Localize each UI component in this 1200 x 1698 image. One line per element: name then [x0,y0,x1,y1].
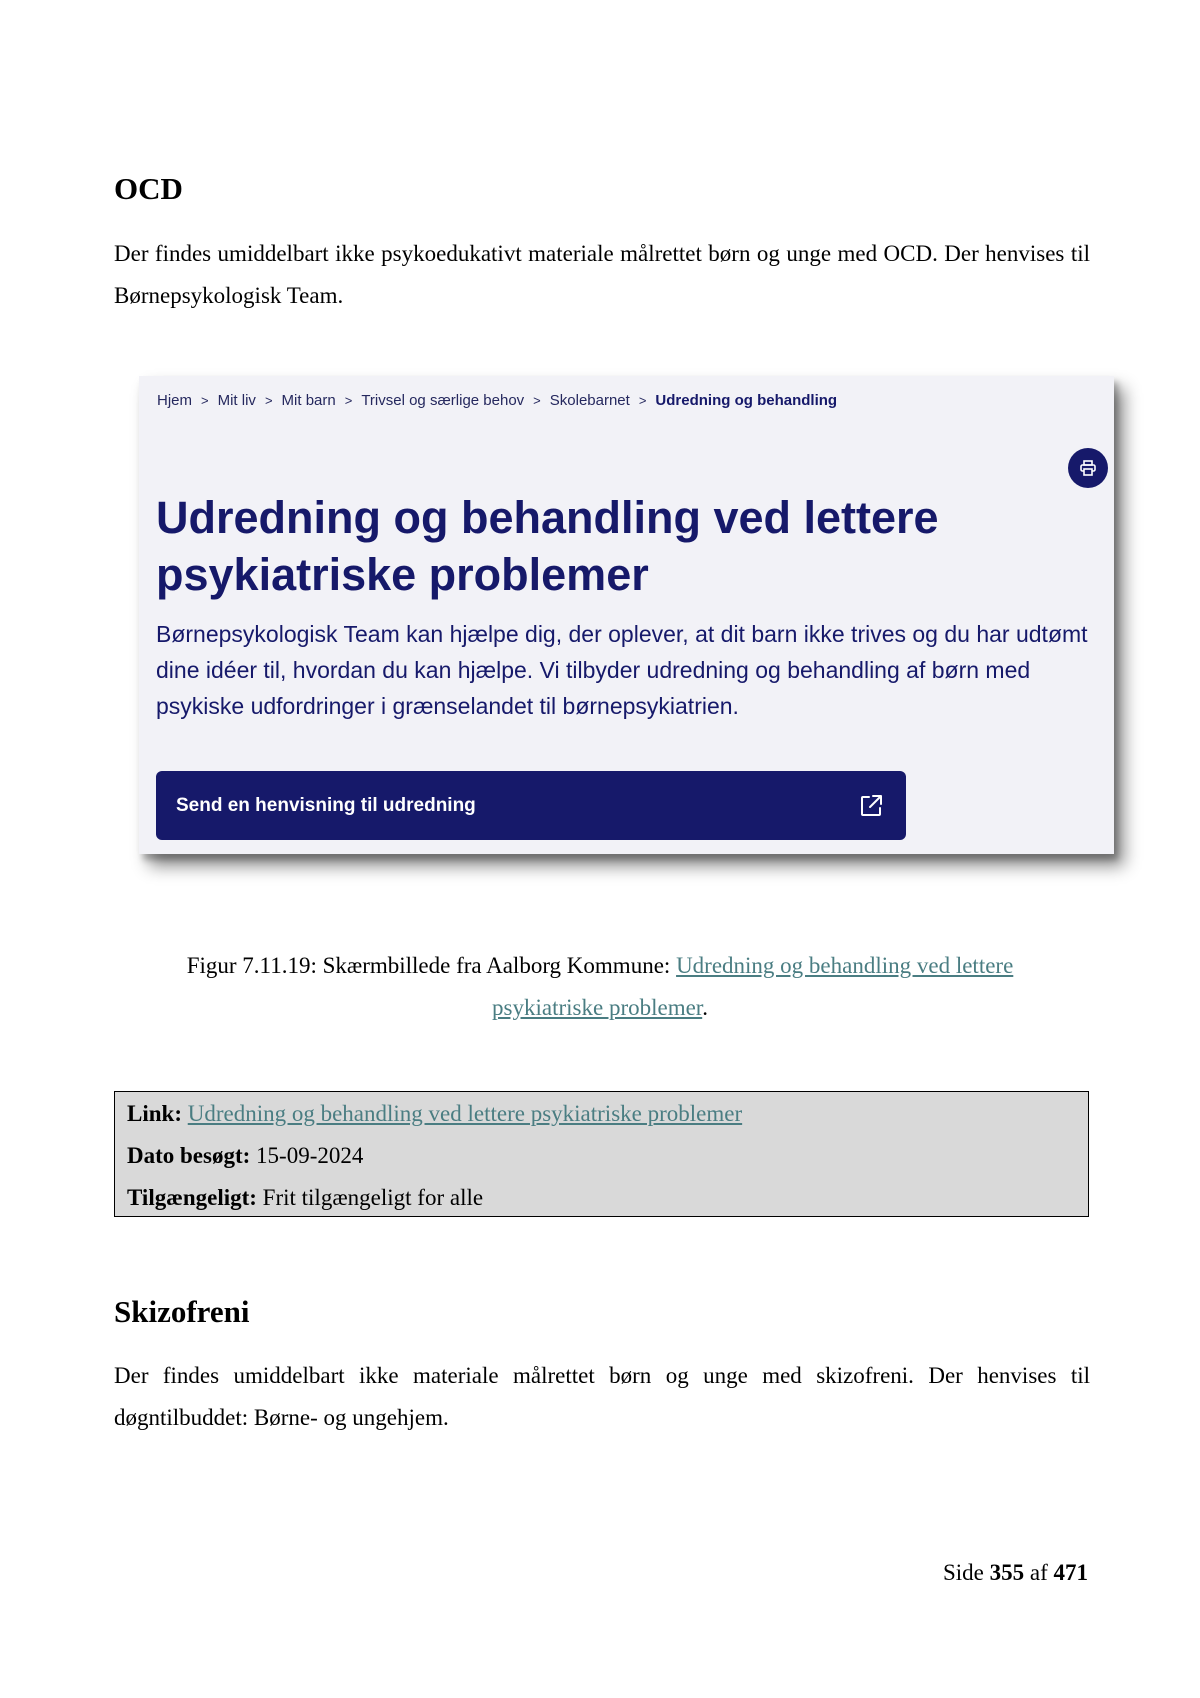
ocd-paragraph: Der findes umiddelbart ikke psykoedukativt materiale målrettet børn og unge med OCD. Der henvises til Børnepsykologisk Team. [114,241,1090,308]
page-side-label: Side [942,1560,984,1585]
lead-paragraph: Børnepsykologisk Team kan hjælpe dig, der oplever, at dit barn ikke trives og du har udtømt dine idéer til, hvordan du kan hjælpe. Vi tilbyder udredning og behandling af børn med psykiske udfordringer i grænselandet til børnepsykiatrien. [156,621,1088,719]
infobox-access-row [127,1177,1076,1219]
infobox-link-label: Link: [127,1101,182,1126]
page-current: 355 [989,1560,1025,1585]
figure-caption [140,945,1060,1029]
section-heading-ocd: OCD [114,171,183,206]
send-referral-button[interactable] [156,771,906,840]
send-referral-label: Send en henvisning til udredning [176,794,476,816]
page-total: 471 [1053,1560,1088,1585]
breadcrumb-item-skolebarnet[interactable]: Skolebarnet [549,392,630,409]
infobox-link[interactable]: Udredning og behandling ved lettere psykiatriske problemer [187,1101,743,1126]
breadcrumb [157,392,837,409]
caption-link[interactable]: Udredning og behandling ved lettere psykiatriske problemer [492,953,1014,1020]
breadcrumb-item-trivsel[interactable]: Trivsel og særlige behov [361,392,525,409]
source-info-box [114,1091,1089,1217]
breadcrumb-separator: > [201,393,209,408]
print-button[interactable] [1068,448,1108,488]
section-heading-skizofreni: Skizofreni [114,1294,250,1329]
page-title: Udredning og behandling ved lettere psykiatriske problemer [156,492,939,600]
breadcrumb-separator: > [638,393,647,408]
infobox-access-value: Frit tilgængeligt for alle [262,1185,484,1210]
breadcrumb-item-hjem[interactable]: Hjem [157,392,193,409]
skizofreni-paragraph: Der findes umiddelbart ikke materiale målrettet børn og unge med skizofreni. Der henvises til døgntilbuddet: Børne- og ungehjem. [114,1363,1090,1430]
page-number [943,1560,1088,1586]
infobox-access-label: Tilgængeligt: [127,1185,257,1210]
breadcrumb-item-mit-barn[interactable]: Mit barn [281,392,336,409]
breadcrumb-separator: > [264,393,273,408]
print-icon [1078,458,1098,478]
infobox-date-row [127,1135,1076,1177]
breadcrumb-separator: > [533,393,541,408]
breadcrumb-current: Udredning og behandling [655,392,838,409]
breadcrumb-item-mit-liv[interactable]: Mit liv [217,392,256,409]
caption-prefix: Figur 7.11.19: Skærmbillede fra Aalborg Kommune: [186,953,677,978]
infobox-date-label: Dato besøgt: [127,1143,251,1168]
infobox-link-row [127,1093,1076,1135]
caption-suffix: . [702,995,708,1020]
embedded-screenshot [139,376,1114,854]
infobox-date-value: 15-09-2024 [256,1143,364,1168]
page-of-label: af [1029,1560,1048,1585]
breadcrumb-separator: > [344,393,353,408]
external-link-icon [858,793,884,819]
